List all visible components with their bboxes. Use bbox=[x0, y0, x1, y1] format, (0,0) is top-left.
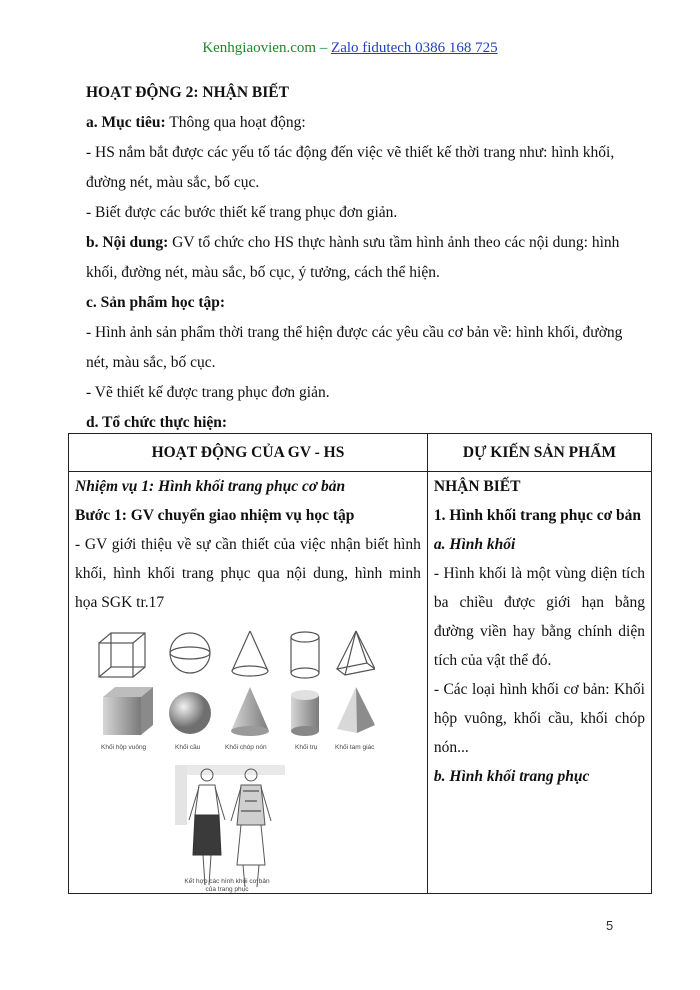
objective-label: a. Mục tiêu: bbox=[86, 114, 166, 131]
table-header-activity: HOẠT ĐỘNG CỦA GV - HS bbox=[69, 434, 428, 472]
product-a-text1: - Hình khối là một vùng diện tích ba chiều được giới hạn bằng đường viền hay bằng chính diện tích của vật thể đó. bbox=[433, 565, 645, 669]
shape-label: Khối hộp vuông bbox=[101, 744, 147, 751]
watermark-bar bbox=[175, 765, 187, 825]
task-title: Nhiệm vụ 1: Hình khối trang phục cơ bản bbox=[75, 478, 346, 495]
objective-bullet-2: - Biết được các bước thiết kế trang phục đơn giản. bbox=[86, 204, 398, 221]
table-row bbox=[69, 472, 652, 894]
product-sub1: 1. Hình khối trang phục cơ bản bbox=[433, 507, 642, 524]
product-bullet-2: - Vẽ thiết kế được trang phục đơn giản. bbox=[86, 384, 330, 401]
objective-bullet-1: - HS nắm bắt được các yếu tố tác động đến việc vẽ thiết kế thời trang như: hình khối, đường nét, màu sắc, bố cục. bbox=[86, 144, 615, 191]
wire-pyramid-icon bbox=[337, 631, 375, 675]
activity-table bbox=[68, 433, 652, 894]
solid-cylinder-icon bbox=[291, 690, 319, 736]
lesson-body bbox=[86, 78, 631, 438]
product-bullet-1: - Hình ảnh sản phẩm thời trang thể hiện được các yêu cầu cơ bản về: hình khối, đường nét, màu sắc, bố cục. bbox=[86, 324, 623, 371]
page-number: 5 bbox=[606, 918, 614, 933]
header-zalo-link[interactable]: Zalo fidutech 0386 168 725 bbox=[331, 40, 498, 56]
objective-line bbox=[86, 108, 631, 138]
wire-sphere-icon bbox=[170, 633, 210, 673]
product-heading: NHẬN BIẾT bbox=[433, 478, 521, 495]
figure-caption-line2: của trang phục bbox=[205, 886, 249, 893]
step-title: Bước 1: GV chuyển giao nhiệm vụ học tập bbox=[75, 507, 355, 524]
solid-pyramid-icon bbox=[337, 687, 375, 733]
product-b-title: b. Hình khối trang phục bbox=[433, 768, 590, 785]
objective-text: Thông qua hoạt động: bbox=[165, 114, 306, 131]
product-label: c. Sản phẩm học tập: bbox=[86, 294, 226, 311]
figure-caption-line1: Kết hợp các hình khối cơ bản bbox=[184, 878, 270, 885]
product-a-title: a. Hình khối bbox=[433, 536, 516, 553]
shape-label: Khối tam giác bbox=[335, 744, 375, 751]
table-header-row bbox=[69, 434, 652, 472]
product-cell bbox=[427, 472, 651, 894]
content-line bbox=[86, 228, 631, 288]
wire-cube-icon bbox=[99, 633, 145, 677]
activity-cell bbox=[69, 472, 428, 894]
page-header bbox=[0, 40, 700, 57]
content-text: GV tổ chức cho HS thực hành sưu tầm hình ảnh theo các nội dung: hình khối, đường nét, màu sắc, bố cục, ý tưởng, cách thể hiện. bbox=[86, 234, 620, 281]
solid-sphere-icon bbox=[169, 692, 211, 734]
shape-label: Khối trụ bbox=[295, 744, 318, 751]
header-site: Kenhgiaovien.com bbox=[202, 40, 317, 56]
task-description: - GV giới thiệu về sự cần thiết của việc nhận biết hình khối, hình khối trang phục qua nội dung, hình minh họa SGK tr.17 bbox=[75, 536, 421, 611]
content-label: b. Nội dung: bbox=[86, 234, 169, 251]
wire-cone-icon bbox=[232, 631, 268, 676]
solid-cone-icon bbox=[231, 687, 269, 736]
solid-cube-icon bbox=[103, 687, 153, 735]
fashion-figures-icon bbox=[189, 769, 271, 887]
shape-label: Khối cầu bbox=[175, 744, 201, 751]
wire-cylinder-icon bbox=[291, 632, 319, 678]
shape-label: Khối chóp nón bbox=[225, 744, 267, 751]
product-a-text2: - Các loại hình khối cơ bản: Khối hộp vuông, khối cầu, khối chóp nón... bbox=[433, 681, 645, 756]
table-header-product: DỰ KIẾN SẢN PHẨM bbox=[427, 434, 651, 472]
section-title: HOẠT ĐỘNG 2: NHẬN BIẾT bbox=[86, 84, 289, 101]
watermark-band bbox=[175, 765, 285, 775]
header-separator: – bbox=[316, 40, 332, 56]
shapes-illustration bbox=[75, 625, 375, 893]
organize-label: d. Tổ chức thực hiện: bbox=[86, 414, 228, 431]
